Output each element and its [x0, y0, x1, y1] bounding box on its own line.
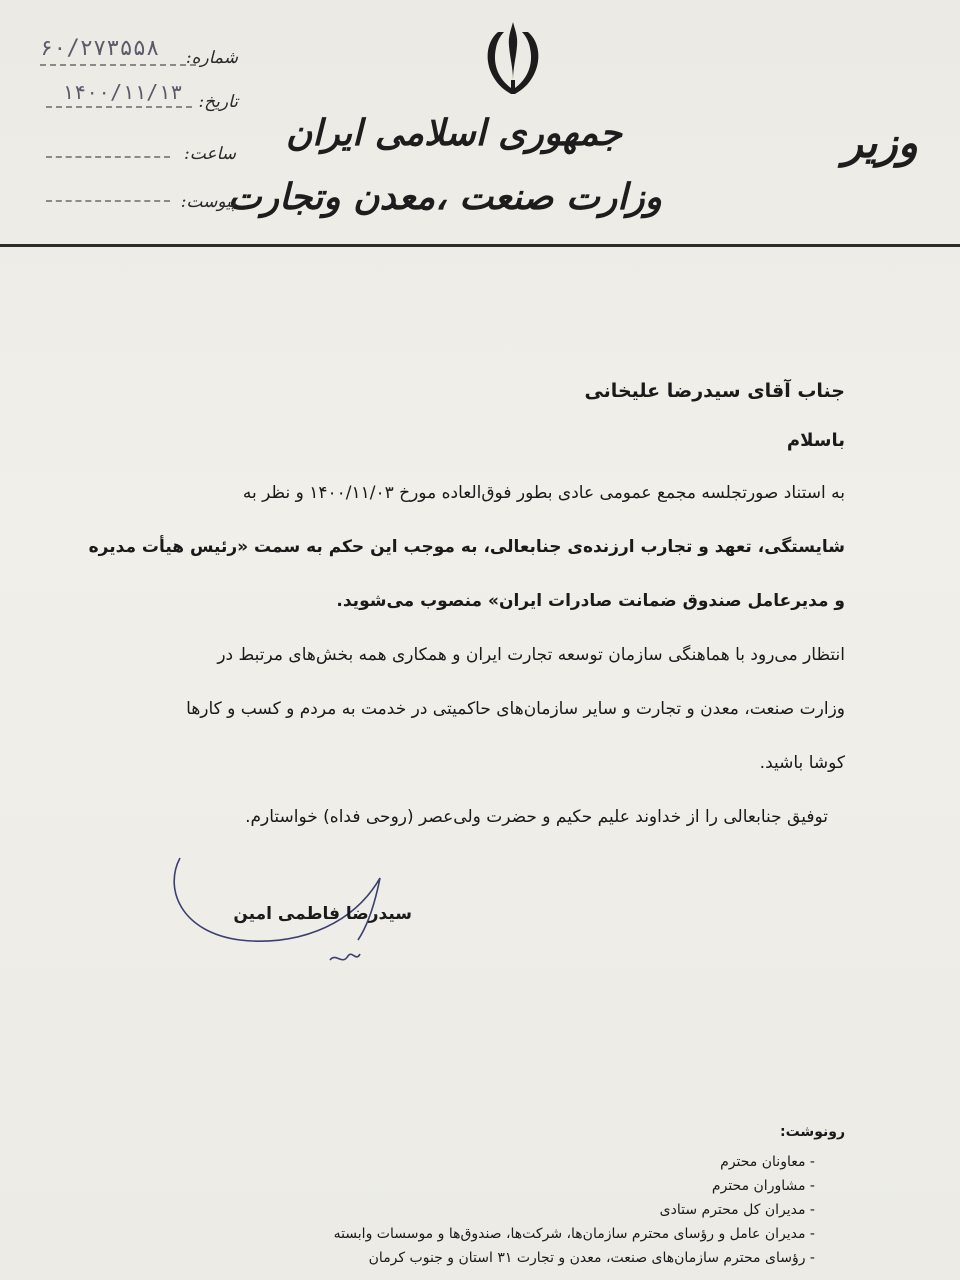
attachment-line [46, 200, 170, 202]
paragraph-appointment [89, 466, 845, 628]
list-item: - مشاوران محترم [334, 1174, 815, 1198]
signatory-name: سیدرضا فاطمی امین [233, 904, 412, 924]
office-title: وزیر [842, 118, 918, 167]
paragraph-line: و مدیرعامل صندوق ضمانت صادرات ایران» منصوب می‌شوید. [336, 591, 845, 611]
number-line [40, 64, 196, 66]
time-line [46, 156, 170, 158]
paragraph-line: به استناد صورتجلسه مجمع عمومی عادی بطور فوق‌العاده مورخ ۱۴۰۰/۱۱/۰۳ و نظر به [242, 483, 845, 503]
paragraph-line: کوشا باشید. [759, 753, 845, 773]
cc-title: رونوشت: [780, 1124, 845, 1140]
time-label: ساعت: [184, 144, 236, 164]
country-title: جمهوری اسلامی ایران [285, 112, 622, 154]
paragraph-line: وزارت صنعت، معدن و تجارت و سایر سازمان‌های حاکمیتی در خدمت به مردم و کسب و کارها [186, 699, 845, 719]
paragraph-expectation [186, 628, 845, 790]
addressee: جناب آقای سیدرضا علیخانی [584, 380, 845, 402]
list-item: - مدیران کل محترم ستادی [334, 1198, 815, 1222]
emblem-icon [478, 18, 548, 98]
number-label: شماره: [185, 48, 238, 68]
greeting: باسلام [786, 430, 845, 451]
date-value: ۱۴۰۰/۱۱/۱۳ [62, 80, 183, 104]
cc-list [334, 1150, 815, 1270]
attachment-label: پیوست: [180, 192, 236, 212]
list-item: - مدیران عامل و رؤسای محترم سازمان‌ها، شرکت‌ها، صندوق‌ها و موسسات وابسته [334, 1222, 815, 1246]
header-divider [0, 244, 960, 247]
list-item: - معاونان محترم [334, 1150, 815, 1174]
date-line [46, 106, 192, 108]
date-label: تاریخ: [198, 92, 238, 112]
paragraph-line: شایستگی، تعهد و تجارب ارزنده‌ی جنابعالی، به موجب این حکم به سمت «رئیس هیأت مدیره [88, 537, 845, 557]
ministry-title: وزارت صنعت ،معدن وتجارت [227, 176, 662, 218]
number-value: ۶۰/۲۷۳۵۵۸ [40, 36, 160, 61]
closing-line: توفیق جنابعالی را از خداوند علیم حکیم و حضرت ولی‌عصر (روحی فداه) خواستارم. [245, 807, 828, 827]
list-item: - رؤسای محترم سازمان‌های صنعت، معدن و تجارت ۳۱ استان و جنوب کرمان [334, 1246, 815, 1270]
paragraph-line: انتظار می‌رود با هماهنگی سازمان توسعه تجارت ایران و همکاری همه بخش‌های مرتبط در [217, 645, 845, 665]
